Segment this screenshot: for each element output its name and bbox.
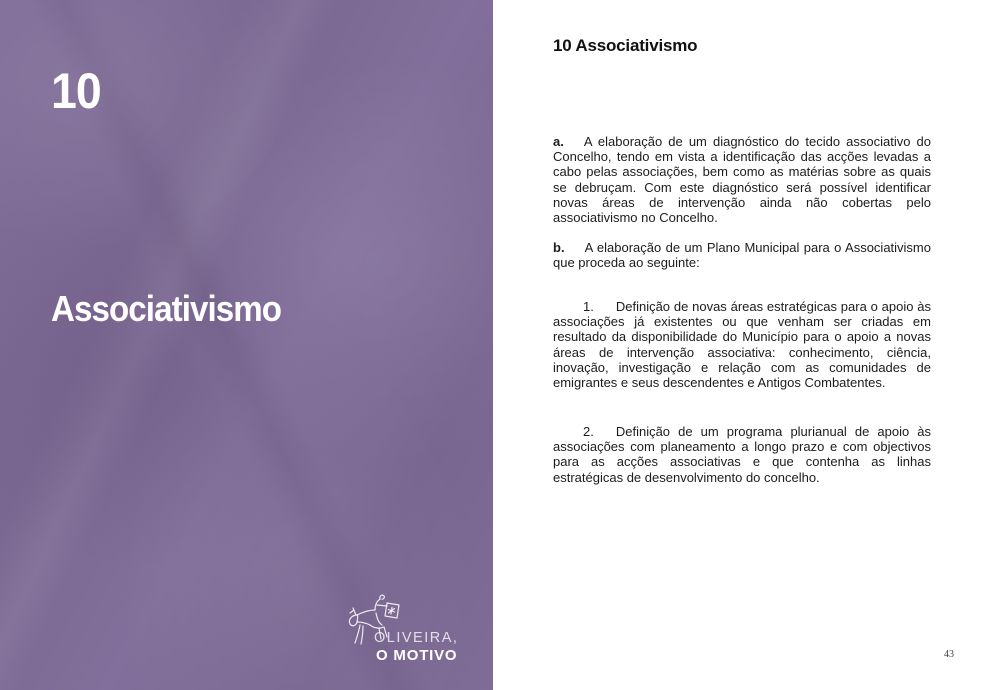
list-item-1 <box>553 299 931 390</box>
paragraph-b <box>553 240 931 270</box>
list-item-1-text: Definição de novas áreas estratégicas para o apoio às associações já existentes ou que venham ser criadas em resultado da disponibilidade do Município para o apoio a novas áreas de intervenção associativa: conhecimento, ciência, inovação, investigação e relação com as comunidades de emigrantes e seus descendentes e Antigos Combatentes. <box>553 299 931 391</box>
logo-text-o-motivo: O MOTIVO <box>376 647 458 664</box>
paragraph-b-marker: b. <box>553 240 565 255</box>
list-item-2-text: Definição de um programa plurianual de apoio às associações com planeamento a longo prazo e com objectivos para as acções associativas e que contenha as linhas estratégicas de desenvolvimento do concelho. <box>553 424 931 485</box>
tab-spacer <box>564 145 584 146</box>
chapter-title: Associativismo <box>51 288 282 329</box>
tab-spacer <box>594 310 616 311</box>
chapter-number: 10 <box>51 63 101 119</box>
paragraph-a <box>553 134 931 225</box>
tab-spacer <box>565 251 585 252</box>
logo-text-oliveira: OLIVEIRA, <box>374 630 459 646</box>
chapter-cover-panel <box>0 0 493 690</box>
tab-spacer <box>594 435 616 436</box>
paragraph-b-text: A elaboração de um Plano Municipal para o Associativismo que proceda ao seguinte: <box>553 240 931 271</box>
list-item-1-marker: 1. <box>583 299 594 314</box>
paragraph-a-text: A elaboração de um diagnóstico do tecido associativo do Concelho, tendo em vista a identificação das acções levadas a cabo pelas associações, bem como as matérias sobre as quais se debruçam. Com este diagnóstico será possível identificar novas áreas de intervenção ainda não cobertas pelo associativismo no Concelho. <box>553 134 931 226</box>
list-item-2-marker: 2. <box>583 424 594 439</box>
section-heading: 10 Associativismo <box>553 36 698 55</box>
page-number: 43 <box>944 649 954 660</box>
content-panel <box>553 0 931 690</box>
list-item-2 <box>553 424 931 485</box>
paragraph-a-marker: a. <box>553 134 564 149</box>
municipality-logo <box>346 594 472 670</box>
